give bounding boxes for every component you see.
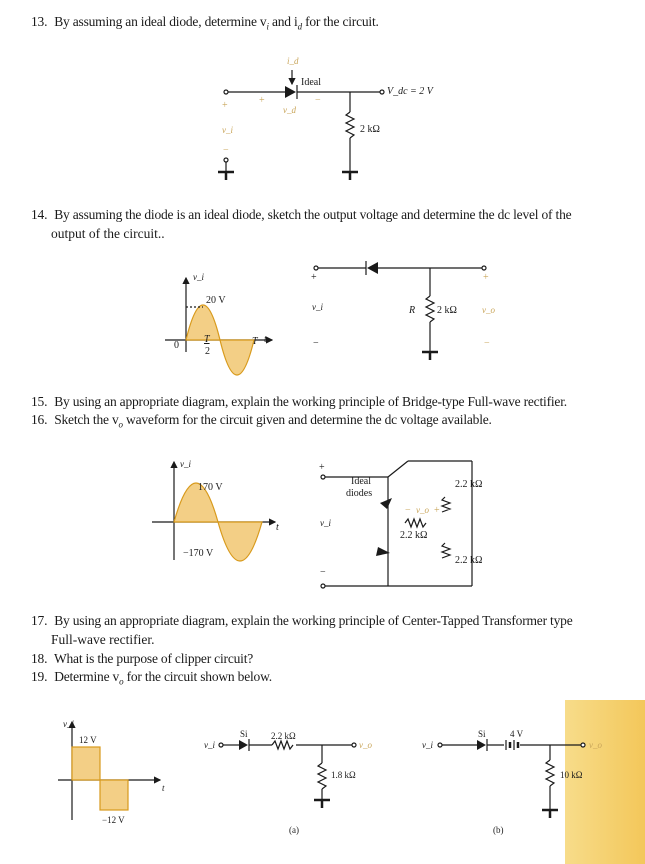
fig13-resistor-label: 2 kΩ: [360, 124, 380, 135]
fig19b-battery-label: 4 V: [510, 729, 524, 739]
fig14-amplitude-label: 20 V: [206, 295, 226, 306]
fig14-resistor: [426, 296, 434, 322]
fig19-caption-b: (b): [493, 825, 504, 835]
fig16-trough-label: −170 V: [183, 548, 214, 559]
fig19-negative-pulse: [100, 780, 128, 810]
fig19b-vi-label: v_i: [422, 740, 433, 750]
fig16-resistor-top: [442, 497, 450, 512]
fig16-r-bot-label: 2.2 kΩ: [455, 555, 483, 566]
fig16-r-top-label: 2.2 kΩ: [455, 479, 483, 490]
fig19b-diode-label: Si: [478, 729, 486, 739]
fig13-diode-icon: [285, 86, 296, 98]
fig13-vd-label: v_d: [283, 105, 296, 115]
fig16-diode-label-1: Ideal: [351, 476, 371, 487]
fig19a-resistor-series: [272, 741, 293, 749]
question-19: 19. Determine $v_o$ for the circuit shown below.: [31, 669, 272, 687]
fig19a-diode-icon: [239, 740, 248, 750]
fig16-peak-label: 170 V: [198, 482, 223, 493]
fig13-diode-label: Ideal: [301, 77, 321, 88]
fig16-vi-minus: −: [320, 567, 326, 578]
question-14: 14. By assuming the diode is an ideal diode, sketch the output voltage and determine the dc level of the: [31, 207, 572, 222]
fig19b-r-load-label: 10 kΩ: [560, 770, 583, 780]
fig19a-resistor-load: [318, 763, 326, 789]
fig14-time-label: t: [264, 334, 267, 345]
fig14-vi-plus: +: [311, 272, 317, 283]
fig13-vdc-label: V_dc = 2 V: [387, 86, 433, 97]
fig14-waveform: [165, 278, 272, 375]
fig13-vi-minus: −: [223, 145, 229, 156]
fig16-resistor-bot: [442, 543, 450, 558]
fig19-caption-a: (a): [289, 825, 299, 835]
fig14-diode-icon: [367, 262, 378, 274]
fig19-low-label: −12 V: [102, 815, 125, 825]
fig19b-diode-icon: [477, 740, 486, 750]
fig14-negative-half: [220, 340, 254, 375]
fig14-period-label: T: [252, 336, 258, 347]
fig13-input-terminal: [224, 90, 228, 94]
question-17: 17. By using an appropriate diagram, explain the working principle of Center-Tapped Transformer type: [31, 613, 573, 628]
fig19a-diode-label: Si: [240, 729, 248, 739]
fig19b-vo-label: v_o: [589, 740, 602, 750]
fig13-vi-label: v_i: [222, 125, 233, 135]
fig14-vo-minus: −: [484, 338, 490, 349]
question-16: 16. Sketch the $v_o$ waveform for the circuit given and determine the dc voltage available.: [31, 412, 492, 430]
fig19b-resistor-load: [546, 760, 554, 786]
fig16-r-mid-label: 2.2 kΩ: [400, 530, 428, 541]
fig14-vo-plus: +: [483, 272, 489, 283]
fig16-waveform: [152, 462, 275, 561]
fig19a-r-load-label: 1.8 kΩ: [331, 770, 356, 780]
fig16-vo-label: v_o: [416, 505, 429, 515]
fig16-vi-label: v_i: [320, 518, 331, 528]
fig19-time-label: t: [162, 783, 165, 793]
fig19a-vo-label: v_o: [359, 740, 372, 750]
fig14-positive-half: [186, 305, 220, 340]
fig19-high-label: 12 V: [79, 735, 97, 745]
fig16-vo-plus: +: [434, 505, 440, 516]
fig16-bridge-circuit: [321, 461, 472, 588]
fig16-time-label: t: [276, 522, 279, 533]
fig14-resistor-label: 2 kΩ: [437, 305, 457, 316]
fig14-vo-label: v_o: [482, 305, 495, 315]
question-15: 15. By using an appropriate diagram, explain the working principle of Bridge-type Full-wave rectifier.: [31, 394, 567, 409]
fig13-id-label: i_d: [287, 56, 299, 66]
fig16-negative-half: [218, 522, 262, 561]
fig14-zero-label: 0: [174, 340, 179, 351]
fig16-diode-1: [380, 498, 392, 509]
fig14-r-label: R: [409, 305, 416, 316]
question-17-continued: Full-wave rectifier.: [51, 632, 155, 647]
fig13-vd-minus: −: [315, 95, 321, 106]
fig16-resistor-mid: [405, 519, 426, 527]
fig14-circuit: [314, 261, 486, 360]
fig19-waveform: [58, 722, 160, 820]
question-13: 13. By assuming an ideal diode, determine $v_i$ and $i_d$ for the circuit.: [31, 14, 379, 32]
fig14-half-period-den: 2: [205, 346, 210, 357]
fig16-axis-label: v_i: [180, 459, 191, 469]
fig14-axis-label: v_i: [193, 272, 204, 282]
fig19a-r-series-label: 2.2 kΩ: [271, 731, 296, 741]
fig19-axis-label: v_i: [63, 719, 74, 729]
question-14-continued: output of the circuit..: [51, 226, 165, 241]
fig16-vi-plus: +: [319, 462, 325, 473]
question-18: 18. What is the purpose of clipper circuit?: [31, 651, 254, 666]
fig16-diode-label-2: diodes: [346, 488, 373, 499]
fig16-vo-minus: −: [405, 505, 411, 516]
fig14-vi-label: v_i: [312, 302, 323, 312]
fig19a-vi-label: v_i: [204, 740, 215, 750]
fig14-vi-minus: −: [313, 338, 319, 349]
fig14-half-period-num: T: [204, 334, 210, 345]
fig13-vd-plus: +: [259, 95, 265, 106]
fig19-positive-pulse: [72, 747, 100, 780]
fig13-resistor: [346, 112, 354, 138]
fig13-vi-plus: +: [222, 100, 228, 111]
